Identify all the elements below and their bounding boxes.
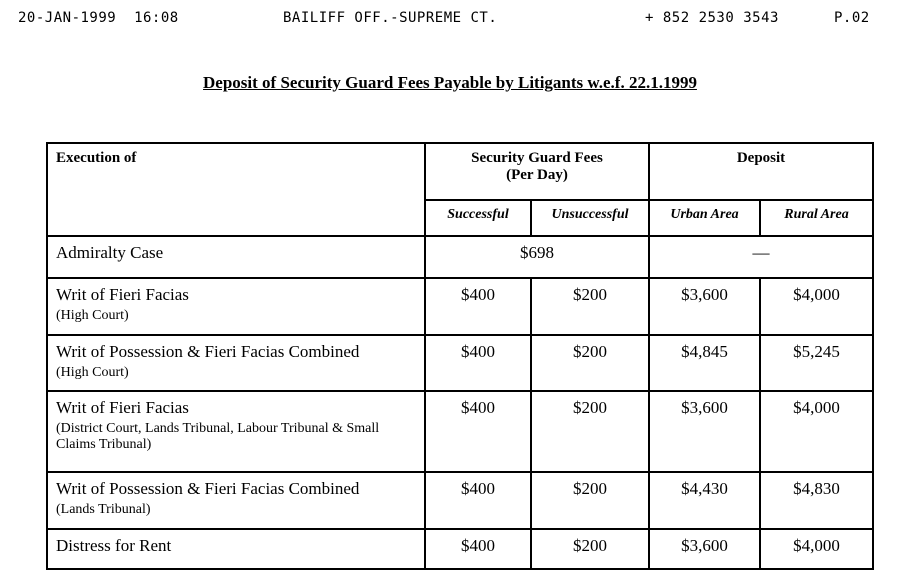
header-row-1	[47, 143, 873, 200]
row-execution-cell	[47, 529, 425, 569]
fee-successful: $400	[425, 335, 531, 392]
fees-table	[46, 142, 874, 570]
table-row	[47, 391, 873, 472]
fee-unsuccessful: $200	[531, 472, 649, 529]
fee-unsuccessful: $200	[531, 529, 649, 569]
deposit-rural: $4,000	[760, 391, 873, 472]
fax-page-number: P.02	[834, 10, 870, 26]
row-label: Distress for Rent	[56, 535, 172, 555]
deposit-urban: $4,430	[649, 472, 760, 529]
row-note: (Lands Tribunal)	[56, 502, 151, 518]
header-unsuccessful: Unsuccessful	[531, 200, 649, 236]
table-row-admiralty	[47, 236, 873, 278]
deposit-urban: $3,600	[649, 529, 760, 569]
deposit-urban: $4,845	[649, 335, 760, 392]
deposit-rural: $4,000	[760, 278, 873, 335]
deposit-rural: $4,000	[760, 529, 873, 569]
row-note: (High Court)	[56, 308, 129, 324]
fax-datetime: 20-JAN-1999 16:08	[18, 10, 179, 26]
table-row	[47, 529, 873, 569]
fax-phone: + 852 2530 3543	[645, 10, 779, 26]
header-deposit: Deposit	[649, 143, 873, 200]
row-label: Admiralty Case	[47, 236, 425, 278]
row-execution-cell	[47, 391, 425, 472]
document-title: Deposit of Security Guard Fees Payable by Litigants w.e.f. 22.1.1999	[203, 73, 697, 92]
header-successful: Successful	[425, 200, 531, 236]
table-row	[47, 278, 873, 335]
fee-unsuccessful: $200	[531, 391, 649, 472]
table-row	[47, 472, 873, 529]
deposit-rural: $4,830	[760, 472, 873, 529]
deposit-urban: $3,600	[649, 391, 760, 472]
deposit-rural: $5,245	[760, 335, 873, 392]
fee-successful: $400	[425, 472, 531, 529]
fee-successful: $400	[425, 278, 531, 335]
header-security-guard-fees: Security Guard Fees (Per Day)	[425, 143, 649, 200]
row-label: Writ of Fieri Facias	[56, 398, 189, 418]
row-label: Writ of Possession & Fieri Facias Combined	[56, 341, 360, 361]
row-execution-cell	[47, 278, 425, 335]
header-execution: Execution of	[47, 143, 425, 236]
admiralty-fee: $698	[425, 236, 649, 278]
admiralty-deposit: —	[649, 236, 873, 278]
row-execution-cell	[47, 472, 425, 529]
fee-unsuccessful: $200	[531, 335, 649, 392]
row-label: Writ of Fieri Facias	[56, 285, 189, 305]
header-urban-area: Urban Area	[649, 200, 760, 236]
header-rural-area: Rural Area	[760, 200, 873, 236]
deposit-urban: $3,600	[649, 278, 760, 335]
fee-successful: $400	[425, 391, 531, 472]
row-note: (High Court)	[56, 364, 129, 380]
row-label: Writ of Possession & Fieri Facias Combined	[56, 479, 360, 499]
fax-sender: BAILIFF OFF.-SUPREME CT.	[283, 10, 498, 26]
row-execution-cell	[47, 335, 425, 392]
fee-successful: $400	[425, 529, 531, 569]
table-row	[47, 335, 873, 392]
fax-header	[0, 10, 900, 30]
row-note: (District Court, Lands Tribunal, Labour Tribunal & Small Claims Tribunal)	[56, 421, 380, 453]
fee-unsuccessful: $200	[531, 278, 649, 335]
